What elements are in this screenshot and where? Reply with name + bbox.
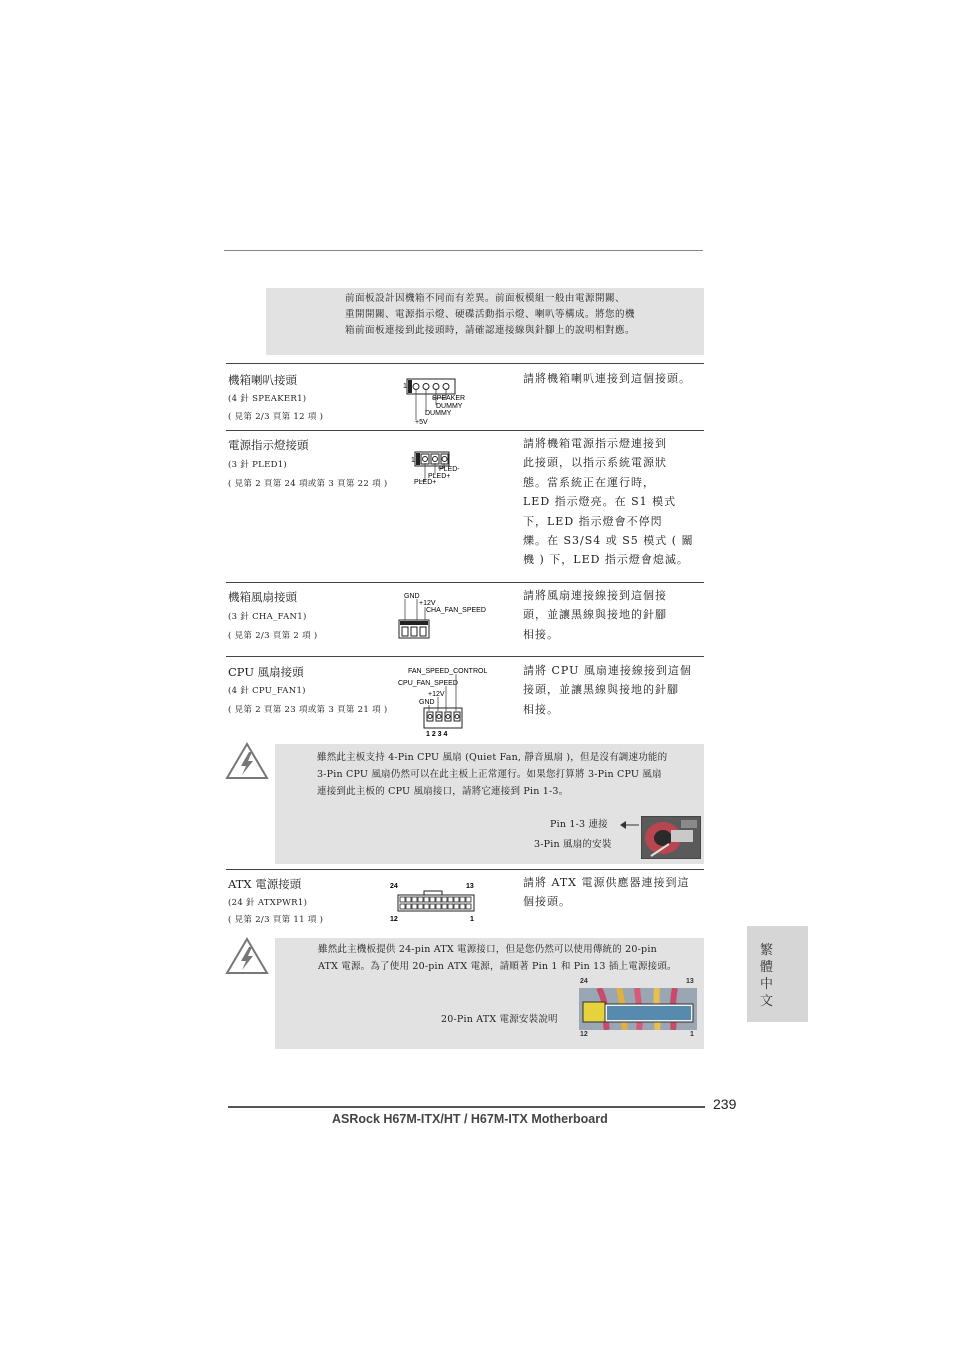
section-rule xyxy=(226,430,704,431)
atx-ref: ( 見第 2/3 頁第 11 項 ) xyxy=(228,915,324,925)
language-tab xyxy=(747,926,808,1022)
fan-install-photo xyxy=(641,816,701,859)
svg-text:GND: GND xyxy=(404,593,420,600)
note-line: 3-Pin CPU 風扇仍然可以在此主板上正常運行。如果您打算將 3-Pin CPU 風扇 xyxy=(317,769,662,780)
svg-text:+12V: +12V xyxy=(419,600,436,607)
footer-rule xyxy=(228,1106,705,1108)
speaker-desc: 請將機箱喇叭連接到這個接頭。 xyxy=(523,372,691,385)
language-tab-label: 繁體中文 xyxy=(760,943,774,1009)
svg-text:+12V: +12V xyxy=(428,691,445,698)
desc-line: 請將機箱電源指示燈連接到 xyxy=(523,437,667,450)
atx-pin xyxy=(418,897,423,902)
svg-text:PLED-: PLED- xyxy=(439,466,460,473)
svg-text:GND: GND xyxy=(419,699,435,706)
speaker-title: 機箱喇叭接頭 xyxy=(228,373,297,387)
atx-pin xyxy=(454,904,459,909)
atx-pin xyxy=(400,897,405,902)
atx-title: ATX 電源接頭 xyxy=(228,877,302,891)
desc-line: 下，LED 指示燈會不停閃 xyxy=(523,514,663,528)
cpufan-ref: ( 見第 2 頁第 23 項或第 3 頁第 21 項 ) xyxy=(228,705,388,715)
chafan-desc xyxy=(523,586,701,644)
atx-connector-diagram xyxy=(388,878,480,926)
section-rule xyxy=(226,656,704,657)
speaker-pins: (4 針 SPEAKER1) xyxy=(228,394,307,404)
note2-caption: 20-Pin ATX 電源安裝說明 xyxy=(441,1014,558,1025)
chafan-pins: (3 針 CHA_FAN1) xyxy=(228,612,307,622)
atx-pin xyxy=(412,897,417,902)
atx-pin xyxy=(418,904,423,909)
page-number: 239 xyxy=(713,1096,737,1112)
atx-pin xyxy=(454,897,459,902)
svg-text:CPU_FAN_SPEED: CPU_FAN_SPEED xyxy=(398,680,458,687)
atx-photo-label-tr: 13 xyxy=(686,978,694,985)
desc-line: 爍。在 S3/S4 或 S5 模式 ( 關 xyxy=(523,534,694,548)
desc-line: LED 指示燈亮。在 S1 模式 xyxy=(523,495,677,509)
chafan-ref: ( 見第 2/3 頁第 2 項 ) xyxy=(228,631,318,641)
note-line: 連接到此主板的 CPU 風扇接口，請將它連接到 Pin 1-3。 xyxy=(317,786,569,797)
atx-pin xyxy=(448,897,453,902)
intro-line: 箱前面板連接到此接頭時，請確認連接線與針腳上的說明相對應。 xyxy=(345,325,636,336)
desc-line: 此接頭，以指示系統電源狀 xyxy=(523,456,667,470)
svg-text:13: 13 xyxy=(466,883,474,890)
atx-pin xyxy=(466,897,471,902)
atx-pin xyxy=(436,897,441,902)
pled-title: 電源指示燈接頭 xyxy=(228,438,309,452)
header-rule xyxy=(224,250,703,251)
pin1-label: 1 xyxy=(403,383,407,390)
svg-text:PLED+: PLED+ xyxy=(414,479,437,486)
svg-text:SPEAKER: SPEAKER xyxy=(432,395,466,402)
cpufan-connector-diagram xyxy=(396,664,488,740)
pled-connector-diagram xyxy=(408,450,478,488)
section-rule xyxy=(226,582,704,583)
note1-text xyxy=(317,749,707,800)
atx-pin xyxy=(442,904,447,909)
atx-pin xyxy=(442,897,447,902)
desc-line: 頭，並讓黑線與接地的針腳 xyxy=(523,608,667,622)
cpufan-desc xyxy=(523,661,701,719)
desc-line: 相接。 xyxy=(523,627,559,641)
desc-line: 個接頭。 xyxy=(523,895,571,909)
pled-ref: ( 見第 2 頁第 24 項或第 3 頁第 22 項 ) xyxy=(228,479,388,489)
note2-text xyxy=(318,941,713,975)
desc-line: 相接。 xyxy=(523,702,559,716)
desc-line: 請將 ATX 電源供應器連接到這 xyxy=(523,876,690,889)
svg-text:1 2 3 4: 1 2 3 4 xyxy=(426,731,448,738)
chafan-connector-diagram xyxy=(395,590,487,642)
warning-icon xyxy=(225,742,269,782)
cpufan-pins: (4 針 CPU_FAN1) xyxy=(228,686,306,696)
intro-text xyxy=(345,291,690,339)
atx-pin xyxy=(400,904,405,909)
desc-line: 請將 CPU 風扇連接線接到這個 xyxy=(523,664,692,677)
atx-pins: (24 針 ATXPWR1) xyxy=(228,898,308,908)
atx-pin xyxy=(460,897,465,902)
svg-text:12: 12 xyxy=(390,916,398,923)
svg-text:1: 1 xyxy=(411,457,415,464)
atx-pin xyxy=(424,897,429,902)
warning-icon xyxy=(225,937,269,977)
svg-text:1: 1 xyxy=(470,916,474,923)
svg-text:DUMMY: DUMMY xyxy=(425,410,452,417)
svg-text:DUMMY: DUMMY xyxy=(436,403,463,410)
svg-text:CHA_FAN_SPEED: CHA_FAN_SPEED xyxy=(426,607,486,614)
note-line: 雖然此主板支持 4-Pin CPU 風扇 (Quiet Fan, 靜音風扇 )，但是沒有調速功能的 xyxy=(317,752,668,763)
atx-pin xyxy=(406,897,411,902)
desc-line: 態。當系統正在運行時， xyxy=(523,475,655,489)
pled-pins: (3 針 PLED1) xyxy=(228,460,288,470)
atx-pin xyxy=(412,904,417,909)
atx-pin xyxy=(424,904,429,909)
atx-pin xyxy=(448,904,453,909)
atx-pin xyxy=(406,904,411,909)
atx-desc xyxy=(523,873,701,912)
svg-text:24: 24 xyxy=(390,883,398,890)
section-rule xyxy=(226,363,704,364)
atx-pin xyxy=(466,904,471,909)
desc-line: 請將風扇連接線接到這個接 xyxy=(523,589,667,602)
svg-text:+5V: +5V xyxy=(415,419,428,426)
arrow-left-icon xyxy=(620,820,640,830)
atx-photo-label-br: 1 xyxy=(690,1031,694,1038)
cpufan-title: CPU 風扇接頭 xyxy=(228,665,304,679)
note1-caption2: 3-Pin 風扇的安裝 xyxy=(534,839,612,850)
atx-photo-label-tl: 24 xyxy=(580,978,588,985)
desc-line: 機 ) 下，LED 指示燈會熄滅。 xyxy=(523,553,689,567)
intro-line: 前面板設計因機箱不同而有差異。前面板模組一般由電源開關、 xyxy=(345,293,626,304)
footer-title: ASRock H67M-ITX/HT / H67M-ITX Motherboard xyxy=(332,1112,608,1126)
note1-caption1: Pin 1-3 連接 xyxy=(550,819,608,830)
atx-pin xyxy=(436,904,441,909)
speaker-connector-diagram xyxy=(402,376,492,428)
atx-pin xyxy=(430,897,435,902)
svg-text:PLED+: PLED+ xyxy=(428,473,451,480)
pled-desc xyxy=(523,434,701,570)
intro-line: 重開開關、電源指示燈、硬碟活動指示燈、喇叭等構成。將您的機 xyxy=(345,309,636,320)
atx-install-photo xyxy=(579,988,697,1030)
chafan-title: 機箱風扇接頭 xyxy=(228,590,297,604)
speaker-ref: ( 見第 2/3 頁第 12 項 ) xyxy=(228,412,324,422)
atx-pin xyxy=(460,904,465,909)
svg-text:FAN_SPEED_CONTROL: FAN_SPEED_CONTROL xyxy=(408,668,488,675)
note-line: 雖然此主機板提供 24-pin ATX 電源接口，但是您仍然可以使用傳統的 20-pin xyxy=(318,944,657,955)
section-rule xyxy=(226,869,704,870)
atx-photo-label-bl: 12 xyxy=(580,1031,588,1038)
desc-line: 接頭，並讓黑線與接地的針腳 xyxy=(523,683,679,697)
atx-pin xyxy=(430,904,435,909)
note-line: ATX 電源。為了使用 20-pin ATX 電源，請順著 Pin 1 和 Pin 13 插上電源接頭。 xyxy=(318,961,677,972)
